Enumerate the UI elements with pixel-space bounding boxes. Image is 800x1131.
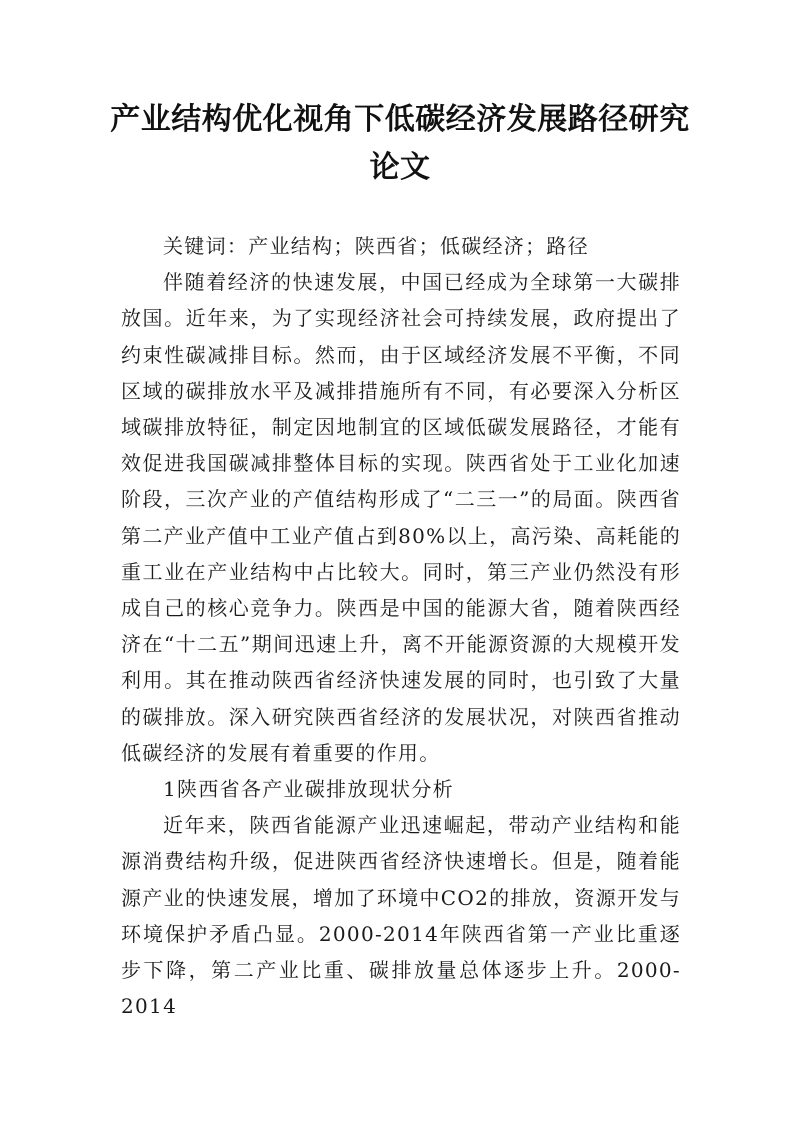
section-paragraph: 近年来，陕西省能源产业迅速崛起，带动产业结构和能源消费结构升级，促进陕西省经济快速增长。但是，随着能源产业的快速发展，增加了环境中CO2的排放，资源开发与环境保护矛盾凸显。2000-2014年陕西省第一产业比重逐步下降，第二产业比重、碳排放量总体逐步上升。2000-2014 xyxy=(121,813,681,1019)
document-body xyxy=(121,228,681,1024)
document-title: 产业结构优化视角下低碳经济发展路径研究论文 xyxy=(110,102,690,185)
section-heading: 1陕西省各产业碳排放现状分析 xyxy=(163,777,454,802)
keywords-paragraph: 关键词：产业结构；陕西省；低碳经济；路径 xyxy=(163,234,589,258)
intro-paragraph: 伴随着经济的快速发展，中国已经成为全球第一大碳排放国。近年来，为了实现经济社会可持续发展，政府提出了约束性碳减排目标。然而，由于区域经济发展不平衡，不同区域的碳排放水平及减排措施所有不同，有必要深入分析区域碳排放特征，制定因地制宜的区域低碳发展路径，才能有效促进我国碳减排整体目标的实现。陕西省处于工业化加速阶段，三次产业的产值结构形成了“二三一”的局面。陕西省第二产业产值中工业产值占到80%以上，高污染、高耗能的重工业在产业结构中占比较大。同时，第三产业仍然没有形成自己的核心竞争力。陕西是中国的能源大省，随着陕西经济在“十二五”期间迅速上升，离不开能源资源的大规模开发利用。其在推动陕西省经济快速发展的同时，也引致了大量的碳排放。深入研究陕西省经济的发展状况，对陕西省推动低碳经济的发展有着重要的作用。 xyxy=(121,270,681,765)
